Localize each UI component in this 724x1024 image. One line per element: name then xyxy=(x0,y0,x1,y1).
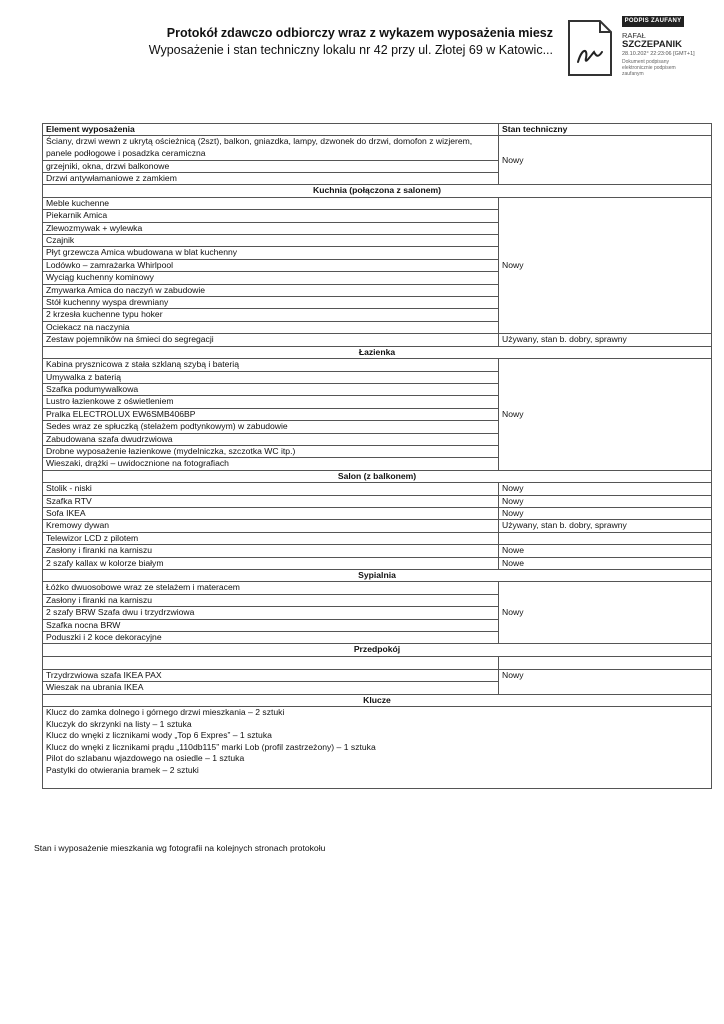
trusted-signature-badge: PODPIS ZAUFANY xyxy=(622,16,684,27)
document-subtitle: Wyposażenie i stan techniczny lokalu nr 42 przy ul. Złotej 69 w Katowic... xyxy=(148,43,553,57)
item-cell: Trzydrzwiowa szafa IKEA PAX xyxy=(43,669,499,681)
footer-note: Stan i wyposażenie mieszkania wg fotografii na kolejnych stronach protokołu xyxy=(34,843,326,853)
item-cell: Lustro łazienkowe z oświetleniem xyxy=(43,396,499,408)
item-cell: Czajnik xyxy=(43,235,499,247)
list-item: Klucz do wnęki z licznikami wody „Top 6 Expres” – 1 sztuka xyxy=(46,730,272,741)
signature-date: 28.10.202° 22:23:06 [GMT+1] xyxy=(622,51,695,57)
section-title: Salon (z balkonem) xyxy=(43,470,712,482)
item-cell: Meble kuchenne xyxy=(43,197,499,209)
state-cell: Nowy xyxy=(499,136,712,185)
item-cell: Zasłony i firanki na karniszu xyxy=(43,545,499,557)
table-row xyxy=(43,669,712,681)
item-cell: Wieszak na ubrania IKEA xyxy=(43,682,499,694)
item-cell: Szafka RTV xyxy=(43,495,499,507)
state-cell: Nowy xyxy=(499,197,712,333)
state-cell xyxy=(499,532,712,544)
item-cell: Zmywarka Amica do naczyń w zabudowie xyxy=(43,284,499,296)
state-cell: Używany, stan b. dobry, sprawny xyxy=(499,520,712,532)
item-cell: Łóżko dwuosobowe wraz ze stelażem i materacem xyxy=(43,582,499,594)
item-cell: 2 szafy BRW Szafa dwu i trzydrzwiowa xyxy=(43,607,499,619)
keys-list xyxy=(43,707,712,789)
table-row xyxy=(43,197,712,209)
section-title: Kuchnia (połączona z salonem) xyxy=(43,185,712,197)
item-cell: Kabina prysznicowa z stała szklaną szybą i baterią xyxy=(43,359,499,371)
item-cell: Zlewozmywak + wylewka xyxy=(43,222,499,234)
signature-note: Dokument podpisany elektronicznie podpisem zaufanym xyxy=(622,59,676,77)
table-row xyxy=(43,495,712,507)
item-cell: Sedes wraz ze spłuczką (stelażem podtynkowym) w zabudowie xyxy=(43,421,499,433)
table-row xyxy=(43,136,712,160)
table-row xyxy=(43,545,712,557)
section-title: Klucze xyxy=(43,694,712,706)
section-row-kitchen xyxy=(43,185,712,197)
item-cell: Wyciąg kuchenny kominowy xyxy=(43,272,499,284)
item-cell: 2 krzesła kuchenne typu hoker xyxy=(43,309,499,321)
table-header-row xyxy=(43,124,712,136)
section-row-bathroom xyxy=(43,346,712,358)
state-cell: Nowy xyxy=(499,495,712,507)
signer-first-name: RAFAŁ xyxy=(622,31,646,40)
table-row xyxy=(43,557,712,569)
item-cell: Poduszki i 2 koce dekoracyjne xyxy=(43,632,499,644)
item-cell: Zabudowana szafa dwudrzwiowa xyxy=(43,433,499,445)
item-cell: 2 szafy kallax w kolorze białym xyxy=(43,557,499,569)
item-cell: Wieszaki, drążki – uwidocznione na fotografiach xyxy=(43,458,499,470)
section-title: Przedpokój xyxy=(43,644,712,656)
list-item: Kluczyk do skrzynki na listy – 1 sztuka xyxy=(46,718,192,729)
item-cell: Drobne wyposażenie łazienkowe (mydelniczka, szczotka WC itp.) xyxy=(43,445,499,457)
item-cell: Ściany, drzwi wewn z ukrytą ościeżnicą (2szt), balkon, gniazdka, lampy, dzwonek do drzwi, domofon z wizjerem, panele podłogowe i posadzka ceramiczna xyxy=(43,136,499,160)
item-cell: Stolik - niski xyxy=(43,483,499,495)
item-cell: Umywalka z baterią xyxy=(43,371,499,383)
item-cell: Płyt grzewcza Amica wbudowana w blat kuchenny xyxy=(43,247,499,259)
item-cell: Szafka nocna BRW xyxy=(43,619,499,631)
item-cell: Piekarnik Amica xyxy=(43,210,499,222)
state-cell: Nowe xyxy=(499,545,712,557)
item-cell: Kremowy dywan xyxy=(43,520,499,532)
item-cell: Pralka ELECTROLUX EW6SMB406BP xyxy=(43,408,499,420)
state-cell: Używany, stan b. dobry, sprawny xyxy=(499,334,712,346)
section-title: Łazienka xyxy=(43,346,712,358)
state-cell: Nowy xyxy=(499,483,712,495)
list-item: Klucz do wnęki z licznikami prądu „110db115” marki Lob (profil zastrzeżony) – 1 sztuka xyxy=(46,741,376,752)
item-cell: Szafka podumywalkowa xyxy=(43,383,499,395)
section-title: Sypialnia xyxy=(43,570,712,582)
item-cell: grzejniki, okna, drzwi balkonowe xyxy=(43,160,499,172)
state-cell: Nowy xyxy=(499,359,712,471)
column-header-state: Stan techniczny xyxy=(499,124,712,136)
state-cell: Nowy xyxy=(499,507,712,519)
table-row xyxy=(43,334,712,346)
state-cell xyxy=(499,656,712,669)
item-cell: Zasłony i firanki na karniszu xyxy=(43,594,499,606)
item-cell: Telewizor LCD z pilotem xyxy=(43,532,499,544)
table-row xyxy=(43,520,712,532)
keys-row xyxy=(43,707,712,789)
item-cell xyxy=(43,656,499,669)
item-cell: Drzwi antywłamaniowe z zamkiem xyxy=(43,173,499,185)
item-cell: Stół kuchenny wyspa drewniany xyxy=(43,297,499,309)
list-item: Pastylki do otwierania bramek – 2 sztuki xyxy=(46,765,199,776)
column-header-item: Element wyposażenia xyxy=(43,124,499,136)
section-row-hall xyxy=(43,644,712,656)
signer-last-name: SZCZEPANIK xyxy=(622,39,682,50)
table-row xyxy=(43,656,712,669)
table-row xyxy=(43,507,712,519)
signed-document-icon xyxy=(566,18,614,78)
table-row xyxy=(43,359,712,371)
state-cell: Nowy xyxy=(499,669,712,694)
section-row-living-room xyxy=(43,470,712,482)
item-cell: Sofa IKEA xyxy=(43,507,499,519)
document-title: Protokół zdawczo odbiorczy wraz z wykazem wyposażenia miesz xyxy=(166,26,553,40)
trusted-signature-stamp xyxy=(566,14,716,84)
section-row-keys xyxy=(43,694,712,706)
item-cell: Ociekacz na naczynia xyxy=(43,321,499,333)
table-row xyxy=(43,582,712,594)
item-cell: Zestaw pojemników na śmieci do segregacji xyxy=(43,334,499,346)
table-row xyxy=(43,532,712,544)
list-item: Klucz do zamka dolnego i górnego drzwi mieszkania – 2 sztuki xyxy=(46,707,285,718)
item-cell: Lodówko – zamrażarka Whirlpool xyxy=(43,259,499,271)
equipment-table xyxy=(42,123,712,789)
state-cell: Nowe xyxy=(499,557,712,569)
table-row xyxy=(43,483,712,495)
list-item: Pilot do szlabanu wjazdowego na osiedle – 1 sztuka xyxy=(46,753,245,764)
state-cell: Nowy xyxy=(499,582,712,644)
section-row-bedroom xyxy=(43,570,712,582)
